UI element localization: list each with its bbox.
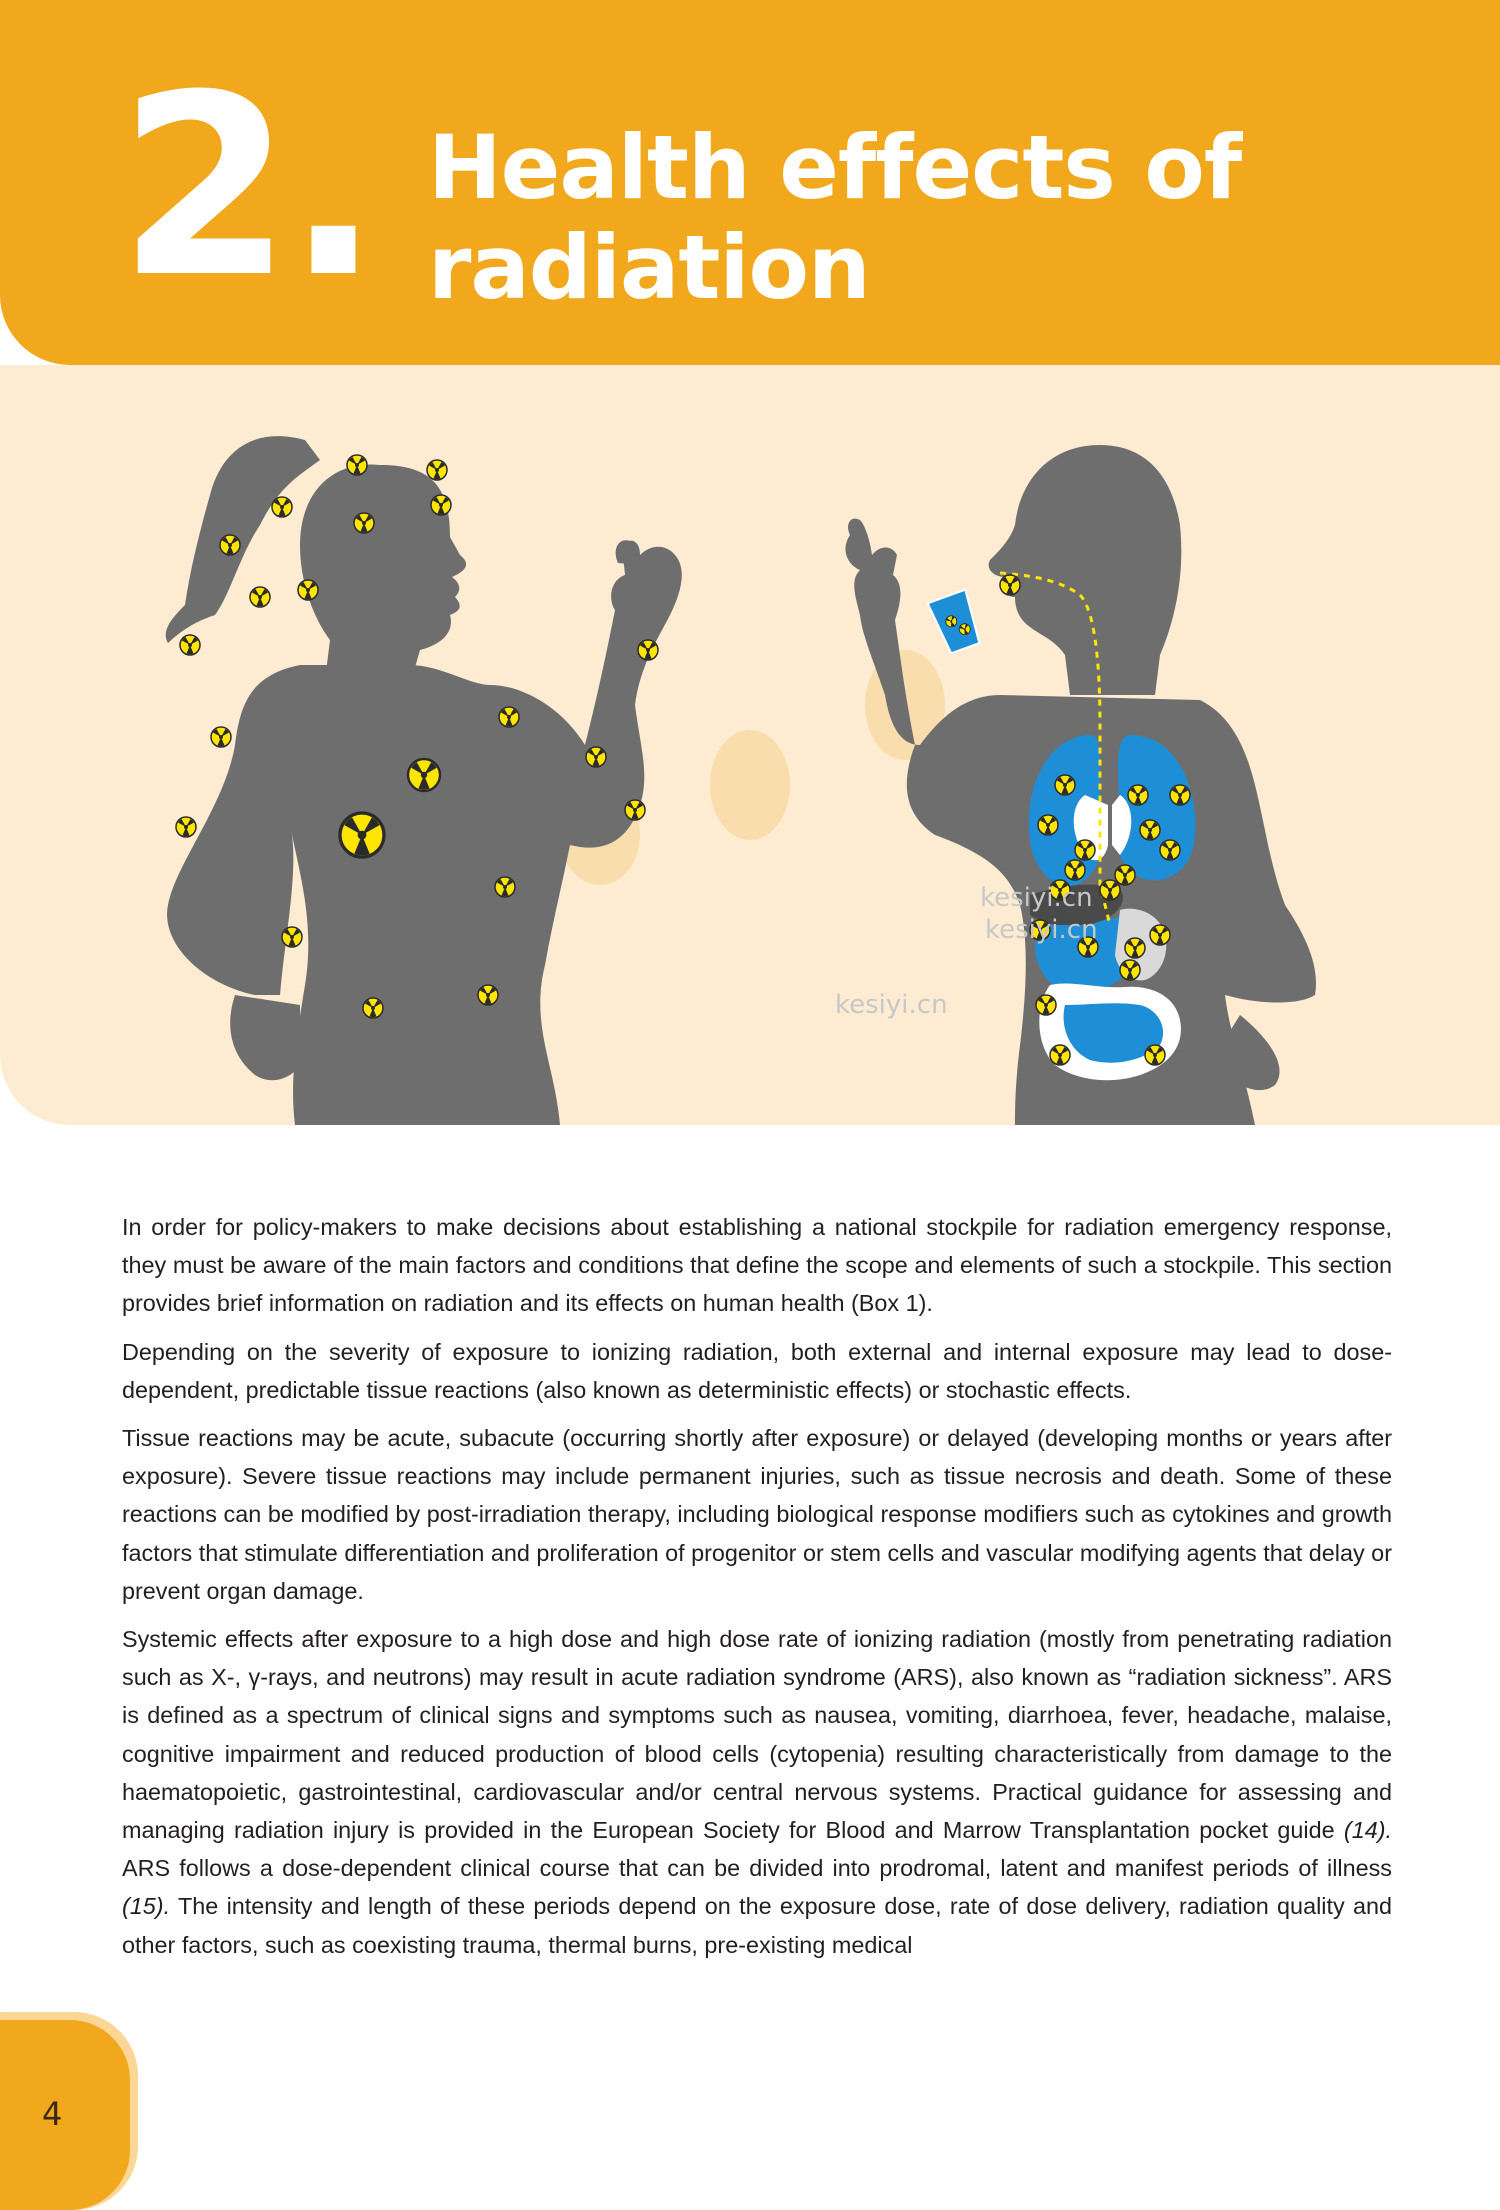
chapter-title-line1: Health effects of [428, 116, 1242, 219]
chapter-title-line2: radiation [428, 216, 870, 319]
citation-link: (14). [1343, 1817, 1393, 1844]
paragraph-text: The intensity and length of these periods depend on the exposure dose, rate of dose delivery, radiation quality and other factors, such as coexisting trauma, thermal burns, pre-existing medical [122, 1893, 1392, 1958]
paragraph-text: ARS follows a dose-dependent clinical course that can be divided into prodromal, latent and manifest periods of illness [122, 1855, 1392, 1882]
paragraph-text: Systemic effects after exposure to a high dose and high dose rate of ionizing radiation (mostly from penetrating radiation such as X-, γ-rays, and neutrons) may result in acute radiation syndrome (ARS), also known as “radiation sickness”. ARS is defined as a spectrum of clinical signs and symptoms such as nausea, vomiting, diarrhoea, fever, headache, malaise, cognitive impairment and reduced production of blood cells (cytopenia) resulting characteristically from damage to the haematopoietic, gastrointestinal, cardiovascular and/or central nervous systems. Practical guidance for assessing and managing radiation injury is provided in the European Society for Blood and Marrow Transplantation pocket guide [122, 1626, 1392, 1844]
paragraph: Depending on the severity of exposure to ionizing radiation, both external and internal exposure may lead to dose-dependent, predictable tissue reactions (also known as deterministic effects) or stochastic effects. [122, 1338, 1392, 1403]
paragraph: Tissue reactions may be acute, subacute (occurring shortly after exposure) or delayed (developing months or years after exposure). Severe tissue reactions may include permanent injuries, such as tissue necrosis and death. Some of these reactions can be modified by post-irradiation therapy, including biological response modifiers such as cytokines and growth factors that stimulate differentiation and proliferation of progenitor or stem cells and vascular modifying agents that delay or prevent organ damage. [122, 1425, 1392, 1604]
paragraph: In order for policy-makers to make decisions about establishing a national stockpile for radiation emergency response, they must be aware of the main factors and conditions that define the scope and elements of such a stockpile. This section provides brief information on radiation and its effects on human health (Box 1). [122, 1214, 1392, 1317]
chapter-header [0, 0, 1500, 365]
water-glass-icon [928, 590, 984, 655]
radiation-exposure-illustration [0, 365, 1500, 1125]
page-number-badge [0, 2020, 130, 2210]
illustration-panel [0, 365, 1500, 1125]
watermark-text: kesiyi.cn [980, 883, 1093, 913]
body-text [122, 1208, 1392, 1974]
page-number: 4 [42, 2095, 63, 2133]
chapter-number: 2. [118, 41, 375, 332]
chapter-title [428, 118, 1328, 318]
paragraph [122, 1620, 1392, 1964]
citation-link: (15). [122, 1893, 171, 1920]
watermark-text: kesiyi.cn [985, 915, 1098, 945]
watermark-text: kesiyi.cn [835, 990, 948, 1020]
